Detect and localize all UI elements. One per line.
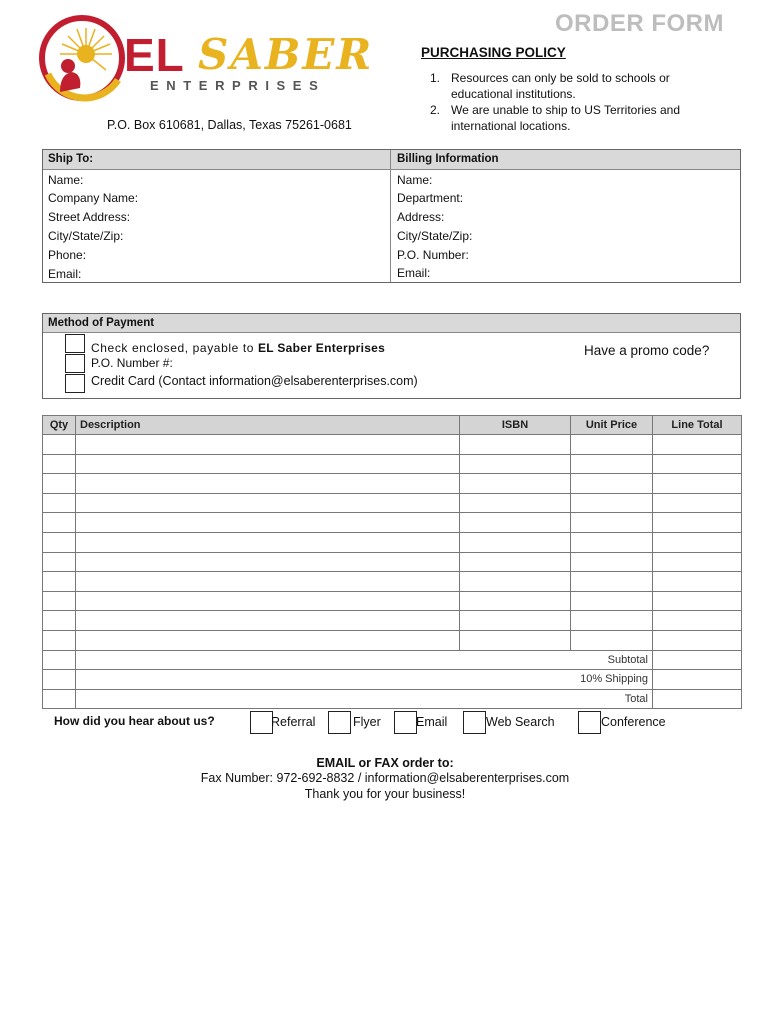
qty-cell[interactable]	[43, 611, 76, 631]
bill-email-field[interactable]: Email:	[397, 266, 431, 280]
qty-cell[interactable]	[43, 454, 76, 474]
shipping-value-cell[interactable]	[653, 670, 742, 690]
table-row	[43, 552, 742, 572]
logo-text-enterprises: ENTERPRISES	[150, 78, 326, 93]
hear-about-label: How did you hear about us?	[54, 714, 215, 728]
isbn-cell[interactable]	[460, 591, 571, 611]
subtotal-row	[43, 650, 742, 670]
unit-price-cell[interactable]	[571, 454, 653, 474]
unit-price-cell[interactable]	[571, 630, 653, 650]
isbn-cell[interactable]	[460, 611, 571, 631]
policy-item: 1. Resources can only be sold to schools or educational institutions.	[430, 71, 670, 101]
ship-street-field[interactable]: Street Address:	[48, 210, 131, 224]
isbn-cell[interactable]	[460, 532, 571, 552]
bill-po-number-field[interactable]: P.O. Number:	[397, 248, 469, 262]
ship-to-header: Ship To:	[48, 153, 94, 165]
description-cell[interactable]	[76, 513, 460, 533]
qty-cell[interactable]	[43, 630, 76, 650]
unit-price-cell[interactable]	[571, 513, 653, 533]
table-row	[43, 435, 742, 455]
table-row	[43, 591, 742, 611]
unit-price-cell[interactable]	[571, 474, 653, 494]
description-cell[interactable]	[76, 493, 460, 513]
isbn-cell[interactable]	[460, 552, 571, 572]
billing-info-header: Billing Information	[397, 153, 499, 165]
shipping-billing-section	[42, 149, 741, 283]
qty-cell[interactable]	[43, 552, 76, 572]
table-row	[43, 532, 742, 552]
logo-text-saber: SABER	[198, 30, 374, 79]
isbn-column-header: ISBN	[460, 416, 571, 435]
line-total-cell[interactable]	[653, 630, 742, 650]
line-total-cell[interactable]	[653, 435, 742, 455]
unit-price-cell[interactable]	[571, 532, 653, 552]
line-total-cell[interactable]	[653, 572, 742, 592]
line-total-cell[interactable]	[653, 611, 742, 631]
isbn-cell[interactable]	[460, 572, 571, 592]
referral-checkbox[interactable]	[250, 711, 273, 734]
unit-price-cell[interactable]	[571, 435, 653, 455]
email-label: Email	[416, 715, 448, 729]
payment-header: Method of Payment	[48, 317, 155, 329]
unit-price-cell[interactable]	[571, 591, 653, 611]
referral-label: Referral	[271, 715, 316, 729]
table-row	[43, 493, 742, 513]
qty-cell[interactable]	[43, 474, 76, 494]
unit-price-cell[interactable]	[571, 572, 653, 592]
total-label: Total	[76, 689, 653, 709]
unit-price-cell[interactable]	[571, 552, 653, 572]
qty-cell[interactable]	[43, 493, 76, 513]
purchasing-policy-title: PURCHASING POLICY	[421, 45, 566, 60]
credit-card-checkbox[interactable]	[65, 374, 85, 393]
column-divider	[390, 150, 391, 282]
check-checkbox[interactable]	[65, 334, 85, 353]
description-column-header: Description	[76, 416, 460, 435]
unit-price-cell[interactable]	[571, 611, 653, 631]
total-row	[43, 689, 742, 709]
line-total-cell[interactable]	[653, 513, 742, 533]
credit-option-label: Credit Card (Contact information@elsaberenterprises.com)	[91, 374, 418, 388]
line-total-cell[interactable]	[653, 493, 742, 513]
isbn-cell[interactable]	[460, 493, 571, 513]
qty-cell[interactable]	[43, 513, 76, 533]
footer-contact: Fax Number: 972-692-8832 / information@elsaberenterprises.com	[200, 771, 570, 785]
payment-section	[42, 313, 741, 399]
subtotal-label: Subtotal	[76, 650, 653, 670]
email-checkbox[interactable]	[394, 711, 417, 734]
description-cell[interactable]	[76, 572, 460, 592]
shipping-billing-header	[43, 150, 740, 170]
qty-column-header: Qty	[43, 416, 76, 435]
total-value-cell[interactable]	[653, 689, 742, 709]
line-total-cell[interactable]	[653, 532, 742, 552]
isbn-cell[interactable]	[460, 435, 571, 455]
table-row	[43, 454, 742, 474]
table-row	[43, 611, 742, 631]
qty-cell[interactable]	[43, 532, 76, 552]
isbn-cell[interactable]	[460, 454, 571, 474]
isbn-cell[interactable]	[460, 474, 571, 494]
unit-price-column-header: Unit Price	[571, 416, 653, 435]
description-cell[interactable]	[76, 591, 460, 611]
purchasing-policy-list	[430, 70, 730, 134]
line-total-cell[interactable]	[653, 474, 742, 494]
table-row	[43, 513, 742, 533]
policy-item: 2. We are unable to ship to US Territories and international locations.	[430, 103, 681, 133]
description-cell[interactable]	[76, 611, 460, 631]
logo-text-el: EL	[124, 29, 185, 81]
description-cell[interactable]	[76, 474, 460, 494]
isbn-cell[interactable]	[460, 630, 571, 650]
line-total-cell[interactable]	[653, 552, 742, 572]
conference-label: Conference	[601, 715, 666, 729]
qty-cell	[43, 650, 76, 670]
ship-email-field[interactable]: Email:	[48, 267, 82, 281]
bill-department-field[interactable]: Department:	[397, 191, 464, 205]
flyer-checkbox[interactable]	[328, 711, 351, 734]
qty-cell[interactable]	[43, 435, 76, 455]
unit-price-cell[interactable]	[571, 493, 653, 513]
table-row	[43, 474, 742, 494]
description-cell[interactable]	[76, 532, 460, 552]
qty-cell[interactable]	[43, 572, 76, 592]
footer-thanks: Thank you for your business!	[304, 787, 466, 801]
shipping-row	[43, 670, 742, 690]
description-cell[interactable]	[76, 630, 460, 650]
ship-city-field[interactable]: City/State/Zip:	[48, 229, 124, 243]
table-row	[43, 572, 742, 592]
bill-address-field[interactable]: Address:	[397, 210, 445, 224]
table-row	[43, 630, 742, 650]
bill-name-field[interactable]: Name:	[397, 173, 433, 187]
web-search-label: Web Search	[486, 715, 555, 729]
flyer-label: Flyer	[353, 715, 381, 729]
table-header-row	[43, 416, 742, 435]
order-items-table	[42, 415, 742, 709]
ship-name-field[interactable]: Name:	[48, 173, 84, 187]
web-search-checkbox[interactable]	[463, 711, 486, 734]
bill-city-field[interactable]: City/State/Zip:	[397, 229, 473, 243]
promo-code-prompt: Have a promo code?	[584, 343, 710, 358]
ship-company-field[interactable]: Company Name:	[48, 191, 139, 205]
qty-cell	[43, 689, 76, 709]
qty-cell	[43, 670, 76, 690]
order-form-title: ORDER FORM	[555, 10, 724, 37]
line-total-column-header: Line Total	[653, 416, 742, 435]
company-address: P.O. Box 610681, Dallas, Texas 75261-0681	[107, 118, 352, 132]
description-cell[interactable]	[76, 552, 460, 572]
footer-title: EMAIL or FAX order to:	[316, 756, 454, 770]
po-option-label: P.O. Number #:	[91, 356, 173, 370]
subtotal-value-cell[interactable]	[653, 650, 742, 670]
conference-checkbox[interactable]	[578, 711, 601, 734]
po-checkbox[interactable]	[65, 354, 85, 373]
ship-phone-field[interactable]: Phone:	[48, 248, 87, 262]
description-cell[interactable]	[76, 454, 460, 474]
payee-name: EL Saber Enterprises	[257, 341, 386, 355]
qty-cell[interactable]	[43, 591, 76, 611]
line-total-cell[interactable]	[653, 591, 742, 611]
description-cell[interactable]	[76, 435, 460, 455]
line-total-cell[interactable]	[653, 454, 742, 474]
check-option-label: Check enclosed, payable to EL Saber Enterprises	[91, 341, 386, 355]
isbn-cell[interactable]	[460, 513, 571, 533]
shipping-label: 10% Shipping	[76, 670, 653, 690]
